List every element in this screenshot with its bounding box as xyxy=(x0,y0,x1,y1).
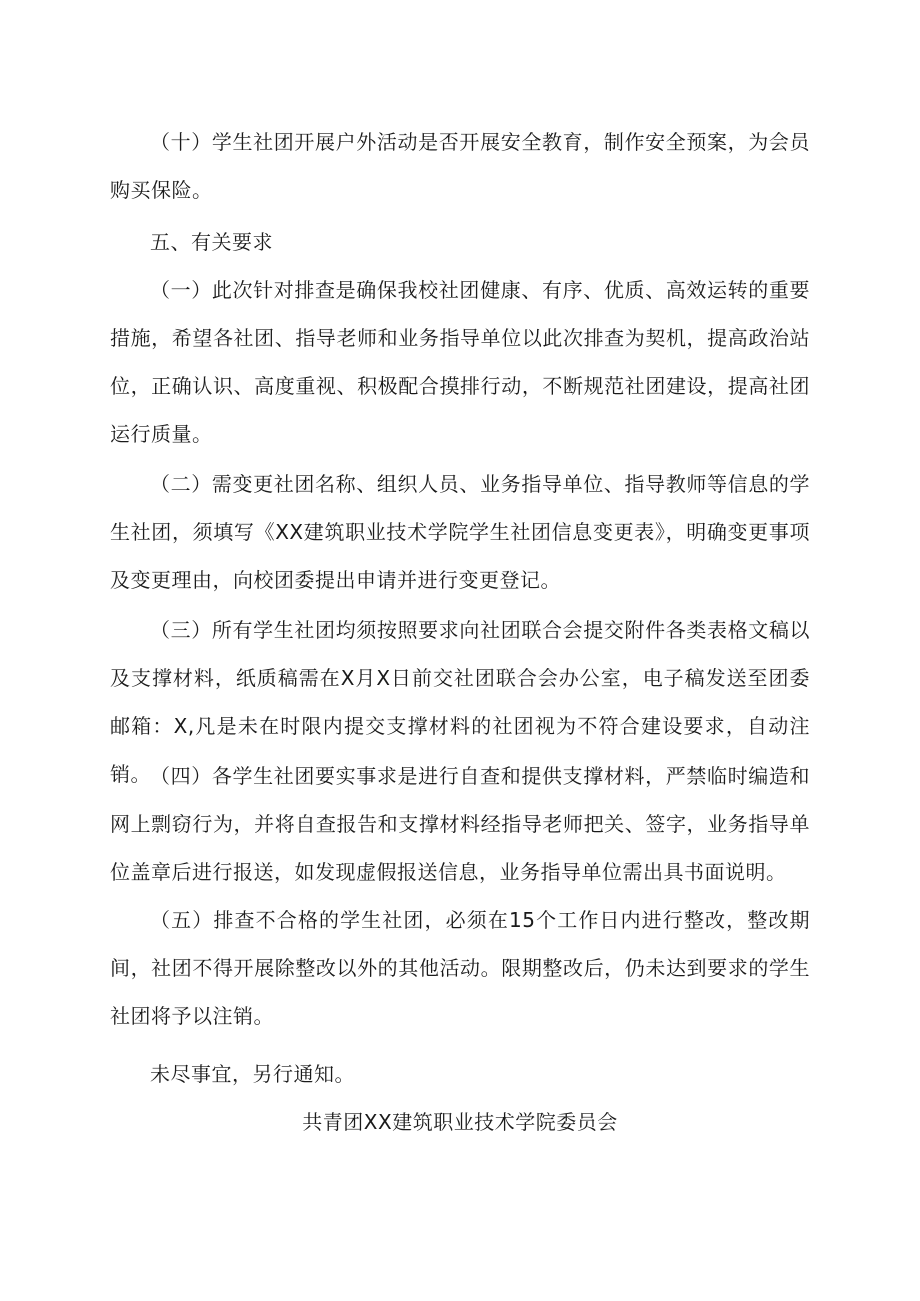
item-10-paragraph: （十）学生社团开展户外活动是否开展安全教育，制作安全预案，为会员购买保险。 xyxy=(110,130,810,202)
requirement-2-paragraph: （二）需变更社团名称、组织人员、业务指导单位、指导教师等信息的学生社团，须填写《XX建筑职业技术学院学生社团信息变更表》，明确变更事项及变更理由，向校团委提出申请并进行变更登记。 xyxy=(110,472,810,592)
closing-note: 未尽事宜，另行通知。 xyxy=(150,1062,355,1086)
requirement-1-paragraph: （一）此次针对排查是确保我校社团健康、有序、优质、高效运转的重要措施，希望各社团、指导老师和业务指导单位以此次排查为契机，提高政治站位，正确认识、高度重视、积极配合摸排行动，不断规范社团建设，提高社团运行质量。 xyxy=(110,278,810,446)
requirement-4-paragraph: （四）各学生社团要实事求是进行自查和提供支撑材料，严禁临时编造和网上剽窃行为，并将自查报告和支撑材料经指导老师把关、签字，业务指导单位盖章后进行报送，如发现虚假报送信息，业务指导单位需出具书面说明。 xyxy=(110,764,810,884)
signature-organization: 共青团XX建筑职业技术学院委员会 xyxy=(302,1110,618,1134)
section-5-heading: 五、有关要求 xyxy=(150,230,273,254)
requirement-3-paragraph: （三）所有学生社团均须按照要求向社团联合会提交附件各类表格文稿以及支撑材料，纸质稿需在X月X日前交社团联合会办公室，电子稿发送至团委邮箱：X,凡是未在时限内提交支撑材料的社团视为不符合建设要求，自动注销。 xyxy=(110,618,810,786)
requirement-5-paragraph: （五）排查不合格的学生社团，必须在15个工作日内进行整改，整改期间，社团不得开展除整改以外的其他活动。限期整改后，仍未达到要求的学生社团将予以注销。 xyxy=(110,908,810,1028)
